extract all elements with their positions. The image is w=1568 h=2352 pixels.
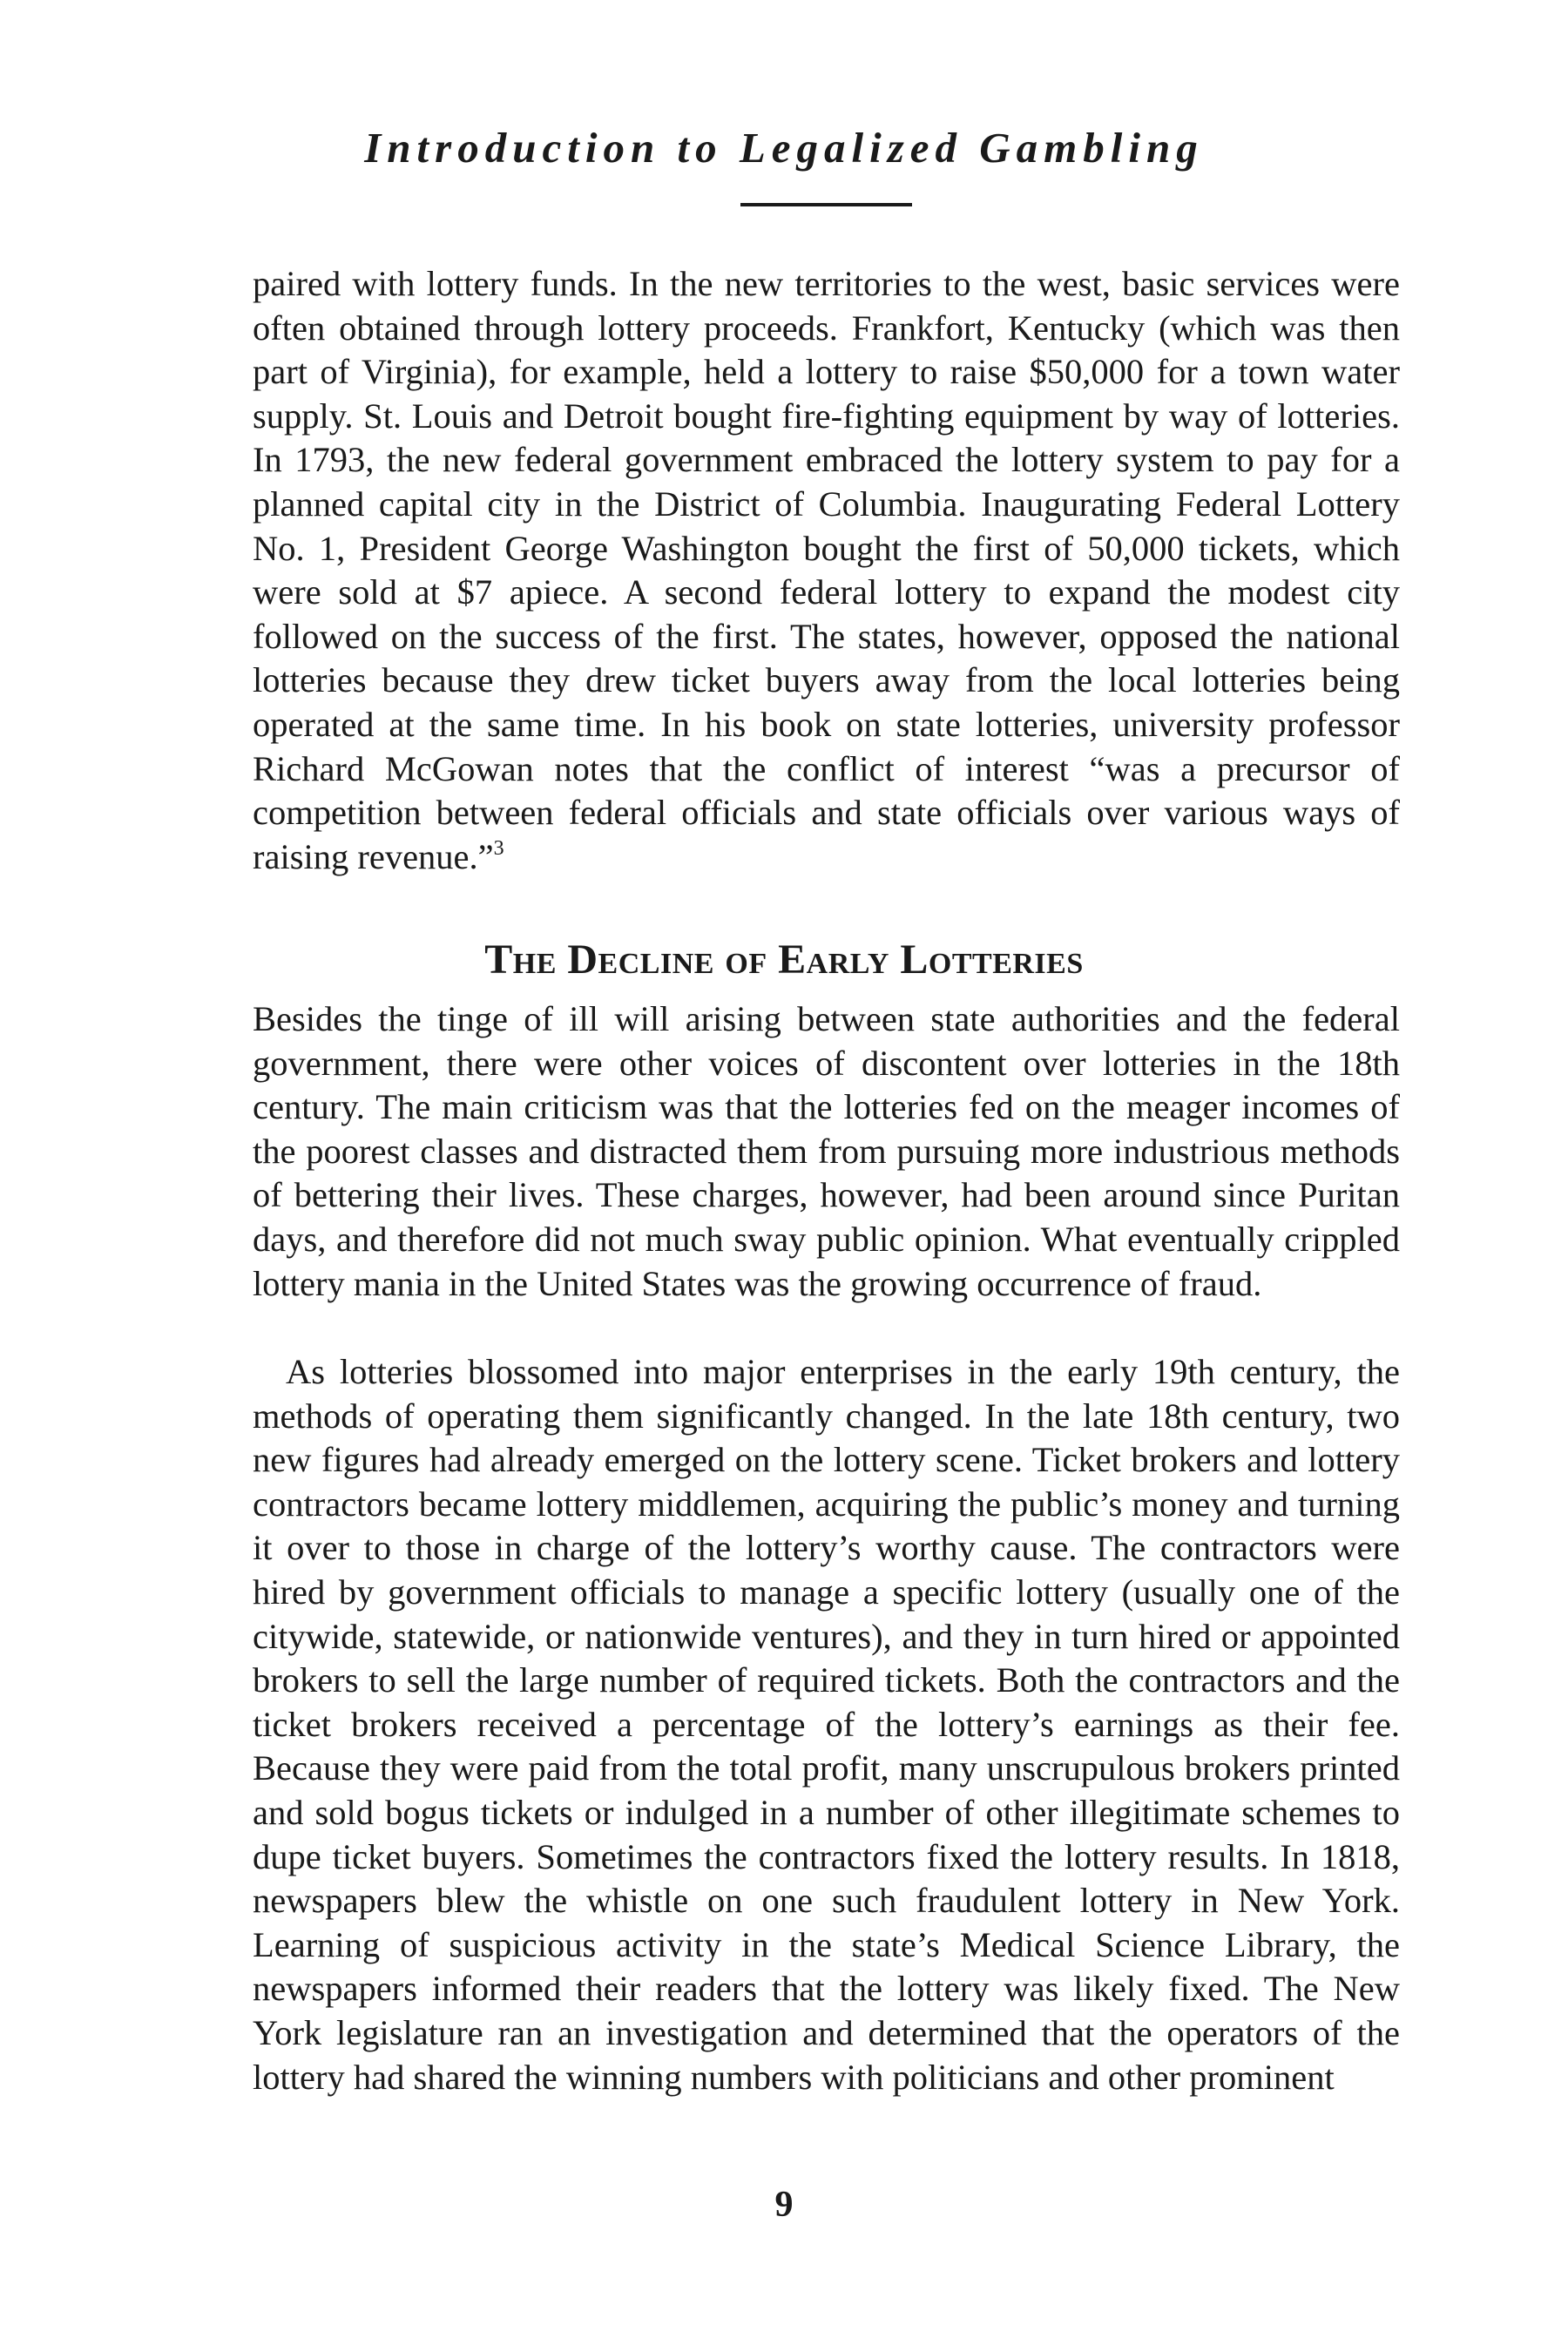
body-paragraph — [253, 997, 1400, 1306]
body-paragraph — [253, 262, 1400, 879]
footnote-marker: 3 — [493, 836, 504, 860]
paragraph-text — [253, 262, 1400, 879]
page-number: 9 — [774, 2185, 794, 2225]
paragraph-text: Besides the tinge of ill will arising between state authorities and the federal government, there were other voices of discontent over lotteries in the 18th century. The main criticism was that the lotteries fed on the meager incomes of the poorest classes and distracted them from pursuing more industrious methods of bettering their lives. These charges, however, had been around since Puritan days, and therefore did not much sway public opinion. What eventually crippled lottery mania in the United States was the growing occurrence of fraud. — [253, 999, 1400, 1303]
paragraph-text: As lotteries blossomed into major enterprises in the early 19th century, the methods of operating them significantly changed. In the late 18th century, two new figures had already emerged on the lottery scene. Ticket brokers and lottery contractors became lottery middlemen, acquiring the public’s money and turning it over to those in charge of the lottery’s worthy cause. The contractors were hired by government officials to manage a specific lottery (usually one of the citywide, statewide, or nationwide ventures), and they in turn hired or appointed brokers to sell the large number of required tickets. Both the contractors and the ticket brokers received a percentage of the lottery’s earnings as their fee. Because they were paid from the total profit, many unscrupulous brokers printed and sold bogus tickets or indulged in a number of other illegitimate schemes to dupe ticket buyers. Sometimes the contractors fixed the lottery results. In 1818, newspapers blew the whistle on one such fraudulent lottery in New York. Learning of suspicious activity in the state’s Medical Science Library, the newspapers informed their readers that the lottery was likely fixed. The New York legislature ran an investigation and determined that the operators of the lottery had shared the winning numbers with politicians and other prominent — [253, 1352, 1400, 2097]
section-heading: The Decline of Early Lotteries — [484, 936, 1084, 983]
running-head-rule — [740, 203, 912, 206]
body-paragraph — [253, 1350, 1400, 2099]
running-head: Introduction to Legalized Gambling — [364, 124, 1204, 172]
paragraph-text-span: paired with lottery funds. In the new territories to the west, basic services were often obtained through lottery proceeds. Frankfort, Kentucky (which was then part of Virginia), for example, held a lottery to raise $50,000 for a town water supply. St. Louis and Detroit bought fire-fighting equipment by way of lotteries. In 1793, the new federal government embraced the lottery system to pay for a planned capital city in the District of Columbia. Inaugurating Federal Lottery No. 1, President George Washington bought the first of 50,000 tickets, which were sold at $7 apiece. A second federal lottery to expand the modest city followed on the success of the first. The states, however, opposed the national lotteries because they drew ticket buyers away from the local lotteries being operated at the same time. In his book on state lotteries, university professor Richard McGowan notes that the conflict of interest “was a precursor of competition between federal officials and state officials over various ways of raising revenue.” — [253, 264, 1400, 876]
